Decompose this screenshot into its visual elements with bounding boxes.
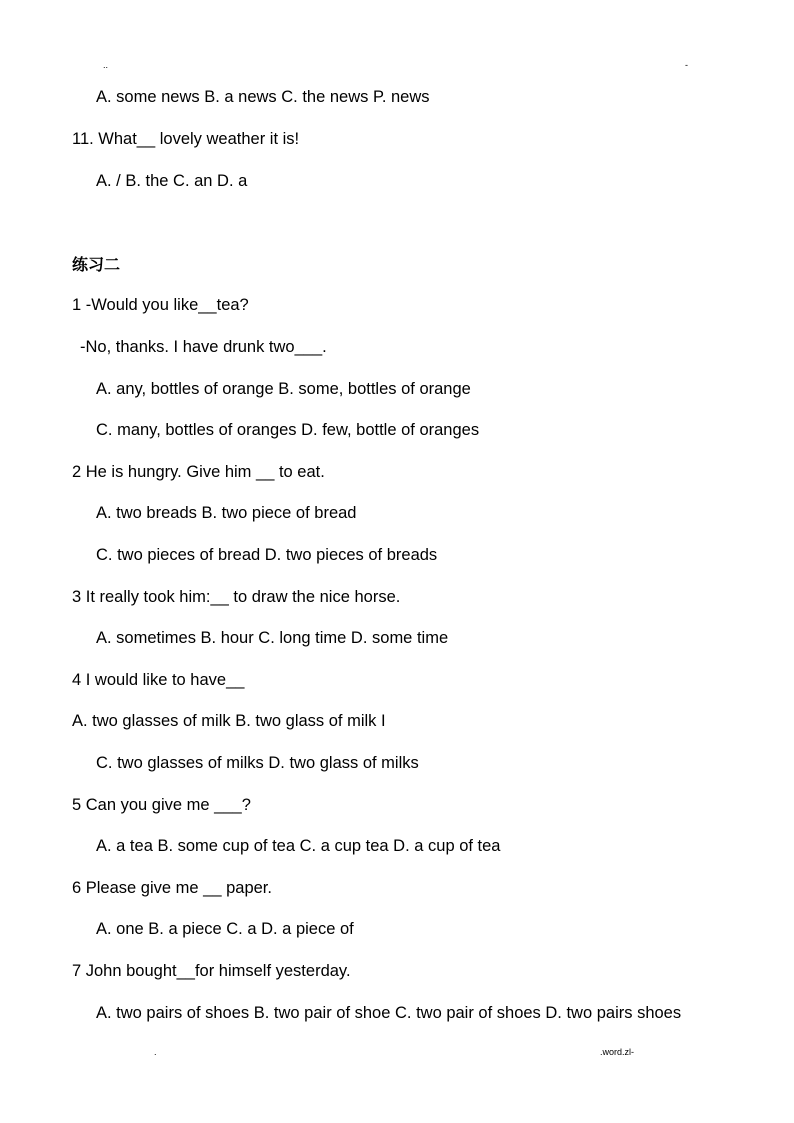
- question-line: -No, thanks. I have drunk two___.: [80, 338, 327, 356]
- option-line: C. two glasses of milks D. two glass of milks: [96, 754, 419, 772]
- option-line: A. some news B. a news C. the news P. news: [96, 88, 430, 106]
- question-line: 5 Can you give me ___?: [72, 796, 251, 814]
- option-line: A. two breads B. two piece of bread: [96, 504, 357, 522]
- question-line: 2 He is hungry. Give him __ to eat.: [72, 463, 325, 481]
- question-line: 11. What__ lovely weather it is!: [72, 130, 300, 148]
- question-line: 3 It really took him:__ to draw the nice horse.: [72, 588, 401, 606]
- option-line: A. / B. the C. an D. a: [96, 172, 248, 190]
- option-line: C. two pieces of bread D. two pieces of breads: [96, 546, 438, 564]
- option-line: C. many, bottles of oranges D. few, bottle of oranges: [96, 421, 480, 439]
- question-line: 1 -Would you like__tea?: [72, 296, 249, 314]
- option-line: A. two pairs of shoes B. two pair of shoe C. two pair of shoes D. two pairs shoes: [96, 1004, 682, 1022]
- question-line: 4 I would like to have__: [72, 671, 245, 689]
- question-line: 6 Please give me __ paper.: [72, 879, 272, 897]
- option-line: A. two glasses of milk B. two glass of milk I: [72, 712, 386, 730]
- section-heading: 练习二: [72, 255, 121, 274]
- option-line: A. sometimes B. hour C. long time D. some time: [96, 629, 449, 647]
- question-line: 7 John bought__for himself yesterday.: [72, 962, 351, 980]
- header-left-mark: ..: [103, 60, 109, 70]
- option-line: A. any, bottles of orange B. some, bottles of orange: [96, 380, 471, 398]
- footer-left-mark: .: [154, 1047, 157, 1057]
- header-right-mark: -: [685, 60, 688, 70]
- option-line: A. a tea B. some cup of tea C. a cup tea D. a cup of tea: [96, 837, 501, 855]
- option-line: A. one B. a piece C. a D. a piece of: [96, 920, 354, 938]
- footer-right-text: .word.zl-: [600, 1047, 635, 1057]
